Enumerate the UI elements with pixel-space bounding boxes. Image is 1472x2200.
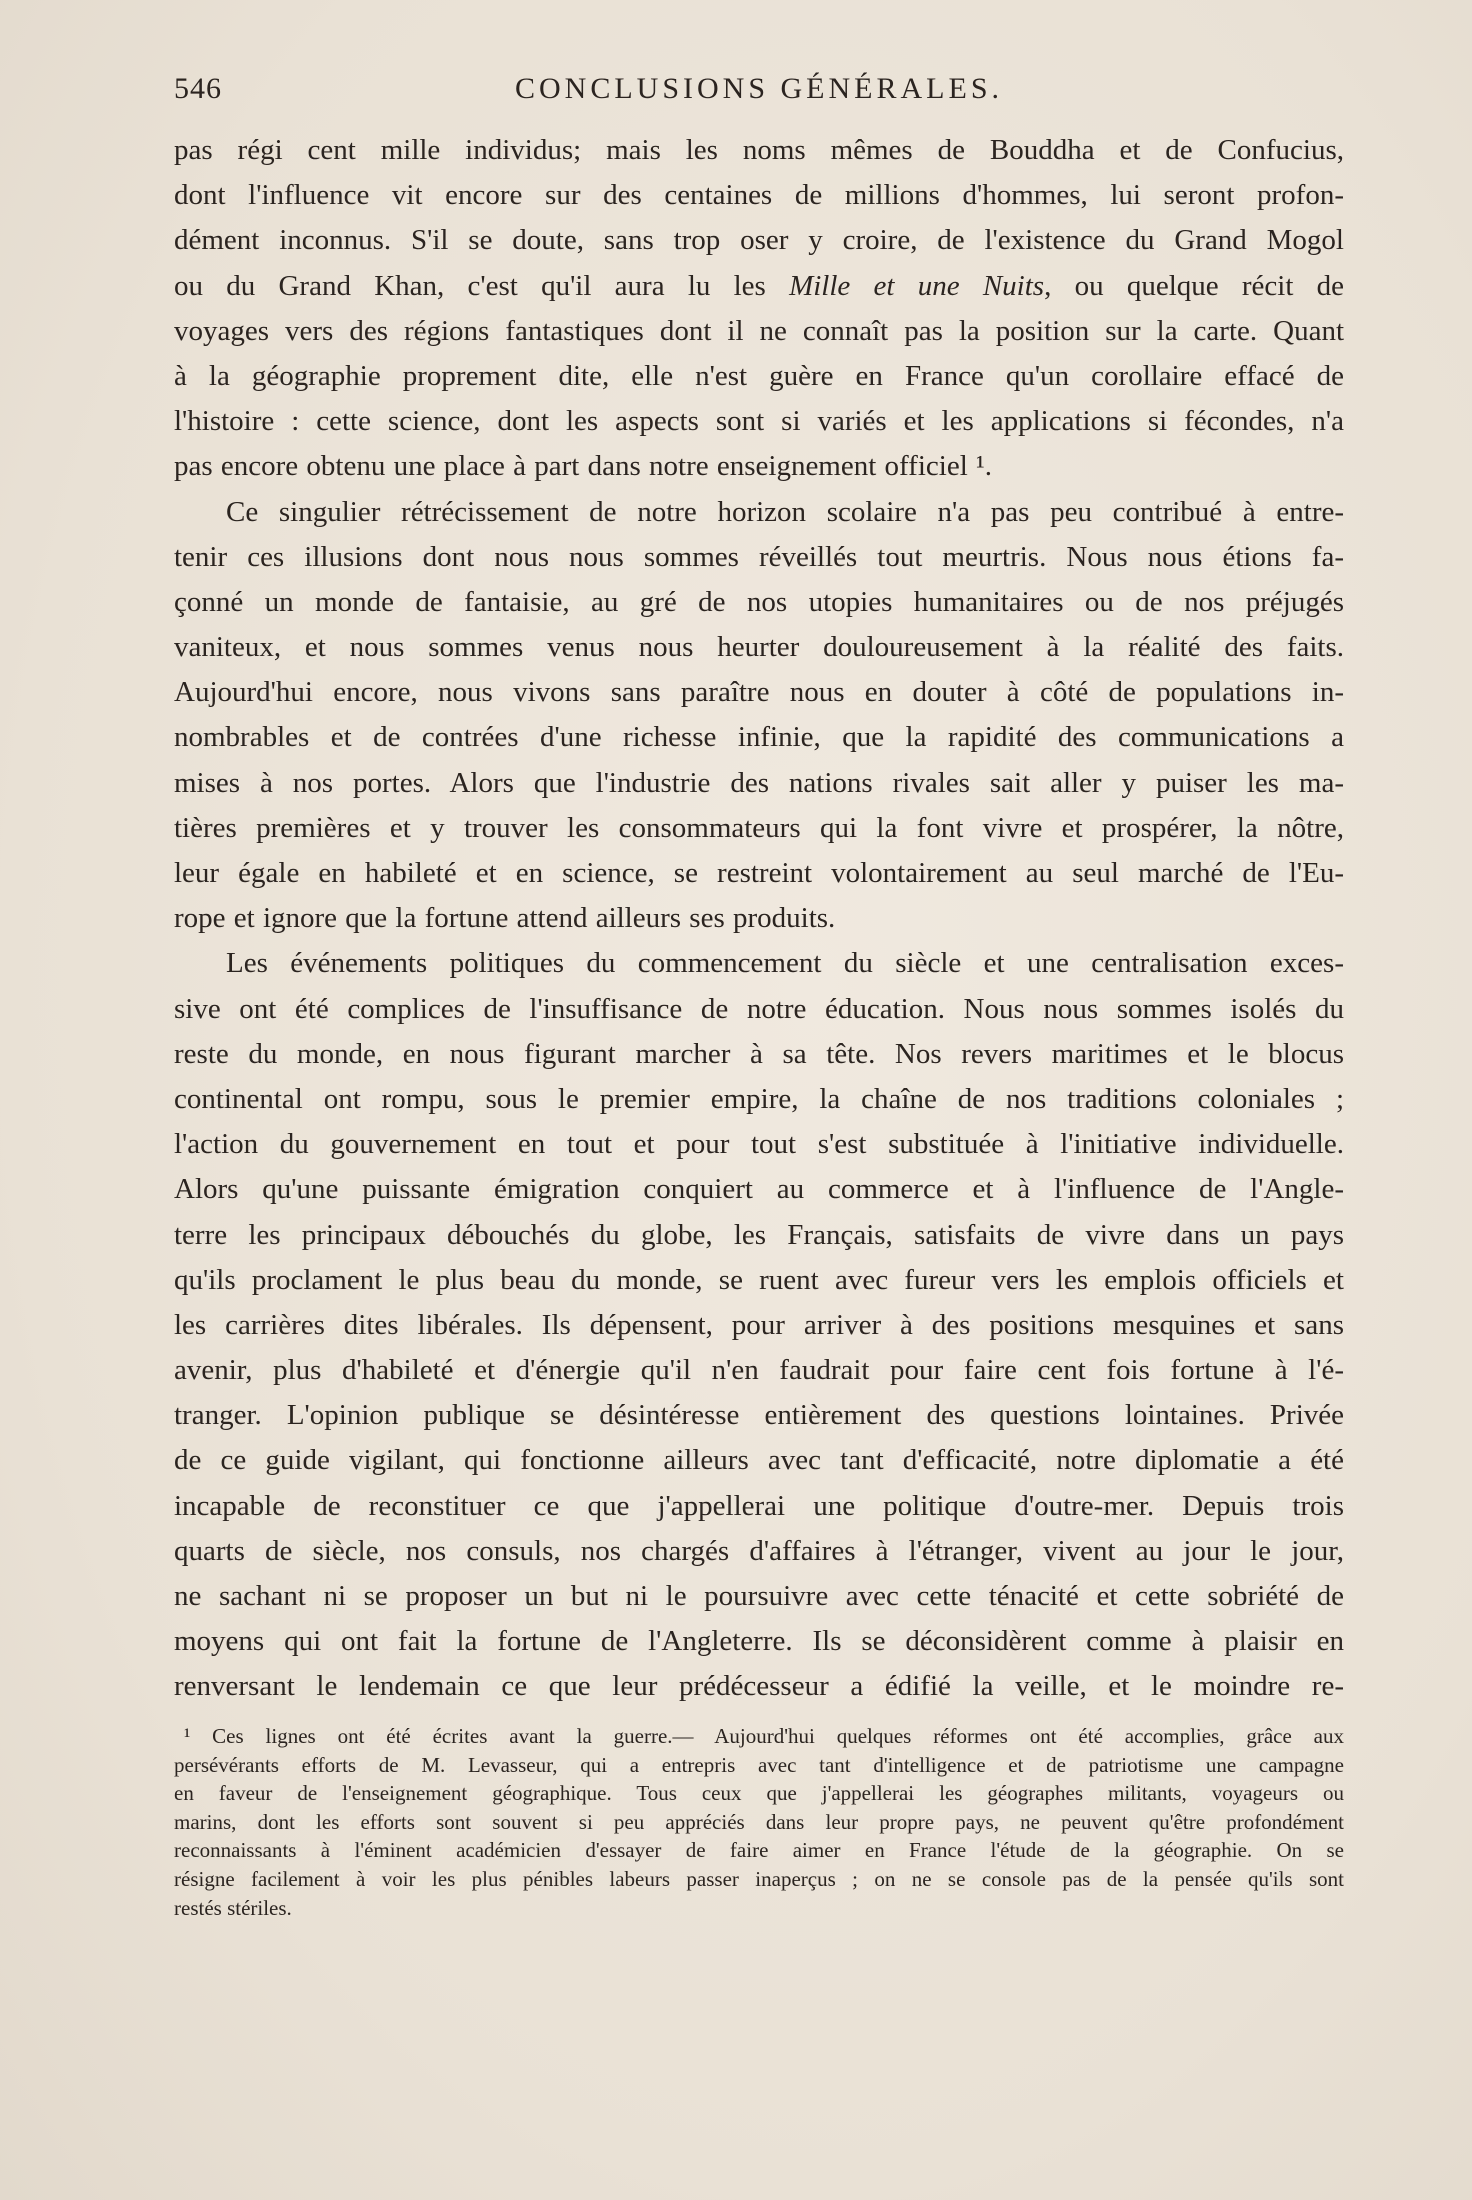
text-line: Ce singulier rétrécissement de notre horizon scolaire n'a pas peu contribué à entre- [226, 495, 1344, 528]
text-line: avenir, plus d'habileté et d'énergie qu'il n'en faudrait pour faire cent fois fortune à l'é- [174, 1354, 1344, 1387]
text-line: l'action du gouvernement en tout et pour tout s'est substituée à l'initiative individuelle. [174, 1128, 1344, 1161]
text-line [174, 264, 1344, 309]
text-line: ne sachant ni se proposer un but ni le poursuivre avec cette ténacité et cette sobriété de [174, 1580, 1344, 1612]
text-segment: ou du Grand Khan, c'est qu'il aura lu les [174, 269, 790, 302]
text-line: rope et ignore que la fortune attend ailleurs ses produits. [174, 902, 836, 935]
footnote-line: résigne facilement à voir les plus pénibles labeurs passer inaperçus ; on ne se console pas de la pensée qu'ils sont [174, 1866, 1344, 1891]
page-header [174, 72, 1344, 112]
text-line: Les événements politiques du commencement du siècle et une centralisation exces- [226, 947, 1344, 980]
text-line: mises à nos portes. Alors que l'industrie des nations rivales sait aller y puiser les ma- [174, 766, 1344, 799]
text-line: de ce guide vigilant, qui fonctionne ailleurs avec tant d'efficacité, notre diplomatie a été [174, 1444, 1344, 1477]
text-line: quarts de siècle, nos consuls, nos chargés d'affaires à l'étranger, vivent au jour le jour, [174, 1534, 1344, 1567]
text-line: nombrables et de contrées d'une richesse infinie, que la rapidité des communications a [174, 721, 1344, 754]
italic-title: Mille et une Nuits [789, 269, 1045, 302]
body-text [174, 128, 1344, 1710]
text-line: dont l'influence vit encore sur des centaines de millions d'hommes, lui seront profon- [174, 179, 1344, 212]
footnote-line: en faveur de l'enseignement géographique. Tous ceux que j'appellerai les géographes militants, voyageurs ou [174, 1781, 1344, 1806]
text-segment: , ou quelque récit de [1044, 269, 1345, 302]
footnote-line: restés stériles. [174, 1895, 292, 1920]
footnote-line: marins, dont les efforts sont souvent si peu appréciés dans leur propre pays, ne peuvent qu'être profondément [174, 1809, 1344, 1834]
footnote-line: ¹ Ces lignes ont été écrites avant la guerre.— Aujourd'hui quelques réformes ont été accomplies, grâce aux [184, 1724, 1344, 1748]
text-line: pas régi cent mille individus; mais les noms mêmes de Bouddha et de Confucius, [174, 134, 1344, 166]
text-line: tranger. L'opinion publique se désintéresse entièrement des questions lointaines. Privée [174, 1399, 1344, 1432]
running-head: CONCLUSIONS GÉNÉRALES. [514, 72, 1004, 105]
text-line: Aujourd'hui encore, nous vivons sans paraître nous en douter à côté de populations in- [174, 676, 1344, 709]
text-line: incapable de reconstituer ce que j'appellerai une politique d'outre-mer. Depuis trois [174, 1489, 1344, 1522]
text-line: voyages vers des régions fantastiques dont il ne connaît pas la position sur la carte. Quant [174, 314, 1344, 347]
text-line: renversant le lendemain ce que leur prédécesseur a édifié la veille, et le moindre re- [174, 1670, 1344, 1703]
text-line: pas encore obtenu une place à part dans notre enseignement officiel ¹. [174, 450, 992, 483]
text-line: sive ont été complices de l'insuffisance de notre éducation. Nous nous sommes isolés du [174, 992, 1344, 1025]
text-line: les carrières dites libérales. Ils dépensent, pour arriver à des positions mesquines et sans [174, 1308, 1344, 1341]
footnote-line: persévérants efforts de M. Levasseur, qui a entrepris avec tant d'intelligence et de patriotisme une campagne [174, 1752, 1344, 1777]
page-number: 546 [174, 72, 222, 105]
text-line: tières premières et y trouver les consommateurs qui la font vivre et prospérer, la nôtre, [174, 811, 1344, 844]
text-line: dément inconnus. S'il se doute, sans trop oser y croire, de l'existence du Grand Mogol [174, 224, 1344, 257]
footnote [174, 1722, 1344, 1922]
text-line: reste du monde, en nous figurant marcher à sa tête. Nos revers maritimes et le blocus [174, 1037, 1344, 1070]
text-line: moyens qui ont fait la fortune de l'Angleterre. Ils se déconsidèrent comme à plaisir en [174, 1625, 1344, 1658]
text-line: vaniteux, et nous sommes venus nous heurter douloureusement à la réalité des faits. [174, 631, 1344, 664]
text-line: çonné un monde de fantaisie, au gré de nos utopies humanitaires ou de nos préjugés [174, 585, 1344, 618]
text-line: terre les principaux débouchés du globe, les Français, satisfaits de vivre dans un pays [174, 1218, 1344, 1251]
text-line: qu'ils proclament le plus beau du monde, se ruent avec fureur vers les emplois officiels et [174, 1263, 1344, 1296]
text-line: continental ont rompu, sous le premier empire, la chaîne de nos traditions coloniales ; [174, 1082, 1344, 1115]
text-line: tenir ces illusions dont nous nous sommes réveillés tout meurtris. Nous nous étions fa- [174, 540, 1344, 573]
text-line: l'histoire : cette science, dont les aspects sont si variés et les applications si fécondes, n'a [174, 405, 1344, 438]
footnote-line: reconnaissants à l'éminent académicien d'essayer de faire aimer en France l'étude de la géographie. On se [174, 1838, 1344, 1863]
text-line: à la géographie proprement dite, elle n'est guère en France qu'un corollaire effacé de [174, 359, 1344, 392]
text-line: Alors qu'une puissante émigration conquiert au commerce et à l'influence de l'Angle- [174, 1173, 1344, 1206]
text-line: leur égale en habileté et en science, se restreint volontairement au seul marché de l'Eu- [174, 857, 1344, 889]
